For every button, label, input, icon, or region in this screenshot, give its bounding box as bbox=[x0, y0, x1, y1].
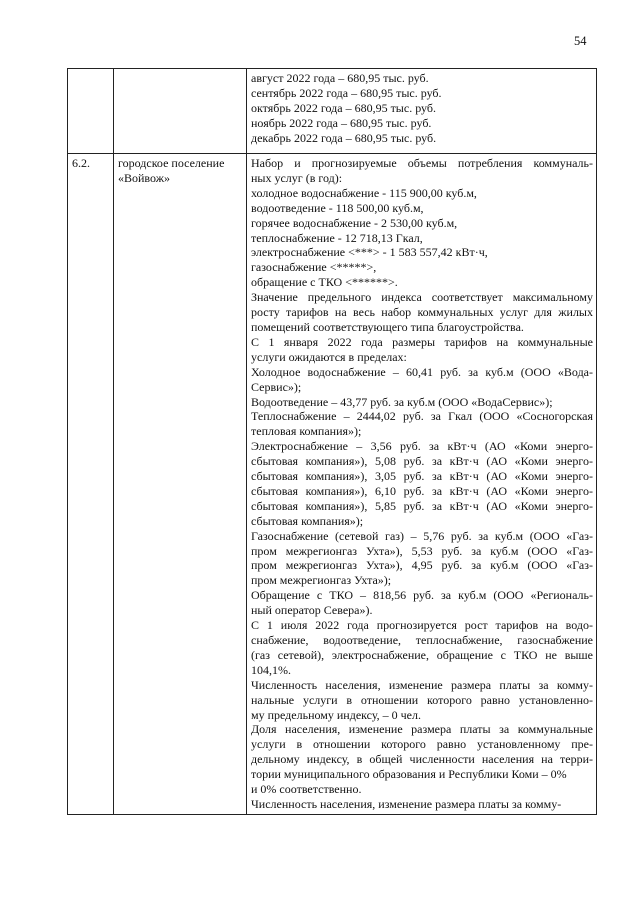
details-cell bbox=[247, 154, 597, 815]
text-line: услуги в отношении которого равно установленному пре- bbox=[251, 737, 593, 752]
text-line: сбытовая компания»), 5,08 руб. за кВт·ч (АО «Коми энерго- bbox=[251, 454, 593, 469]
text-line: август 2022 года – 680,95 тыс. руб. bbox=[251, 71, 429, 85]
text-line: октябрь 2022 года – 680,95 тыс. руб. bbox=[251, 100, 436, 115]
text-line: услуги ожидаются в пределах: bbox=[251, 349, 407, 364]
text-line: тепловая компания»); bbox=[251, 424, 362, 439]
text-line: Сервис»); bbox=[251, 379, 302, 394]
text-line: му предельному индексу, – 0 чел. bbox=[251, 707, 421, 722]
row-number-cell bbox=[68, 69, 114, 154]
text-line: Численность населения, изменение размера платы за комму- bbox=[251, 677, 593, 692]
text-line: Электроснабжение – 3,56 руб. за кВт·ч (АО «Коми энерго- bbox=[251, 439, 593, 454]
text-line: сентябрь 2022 года – 680,95 тыс. руб. bbox=[251, 85, 442, 100]
table-row-voyvozh bbox=[68, 154, 597, 815]
municipality-name-line: городское поселение bbox=[118, 156, 225, 170]
text-line: сбытовая компания»), 6,10 руб. за кВт·ч (АО «Коми энерго- bbox=[251, 483, 593, 498]
text-line: 104,1%. bbox=[251, 662, 291, 677]
text-line: нальные услуги в отношении которого равно установленно- bbox=[251, 692, 593, 707]
row-number-cell: 6.2. bbox=[68, 154, 114, 815]
text-line: обращение с ТКО <******>. bbox=[251, 275, 398, 290]
text-line: тории муниципального образования и Республики Коми – 0% bbox=[251, 767, 567, 782]
page-number: 54 bbox=[574, 34, 587, 48]
municipality-cell bbox=[114, 69, 247, 154]
text-line: горячее водоснабжение - 2 530,00 куб.м, bbox=[251, 215, 458, 230]
text-line: пром межрегионгаз Ухта»); bbox=[251, 573, 392, 588]
text-line: холодное водоснабжение - 115 900,00 куб.м, bbox=[251, 185, 477, 200]
text-line: пром межрегионгаз Ухта»), 5,53 руб. за куб.м (ООО «Газ- bbox=[251, 543, 593, 558]
text-line: водоотведение - 118 500,00 куб.м, bbox=[251, 200, 424, 215]
text-line: С 1 января 2022 года размеры тарифов на коммунальные bbox=[251, 334, 593, 349]
text-line: снабжение, водоотведение, теплоснабжение, газоснабжение bbox=[251, 633, 593, 647]
text-line: сбытовая компания»), 3,05 руб. за кВт·ч (АО «Коми энерго- bbox=[251, 469, 593, 484]
municipality-name-line: «Войвож» bbox=[118, 170, 171, 185]
text-line: (газ сетевой), электроснабжение, обращение с ТКО не выше bbox=[251, 647, 593, 662]
text-line: газоснабжение <*****>, bbox=[251, 260, 377, 275]
municipality-cell bbox=[114, 154, 247, 815]
text-line: Обращение с ТКО – 818,56 руб. за куб.м (ООО «Региональ- bbox=[251, 588, 593, 603]
text-line: Газоснабжение (сетевой газ) – 5,76 руб. за куб.м (ООО «Газ- bbox=[251, 528, 593, 543]
text-line: Значение предельного индекса соответствует максимальному bbox=[251, 290, 593, 305]
text-line: Набор и прогнозируемые объемы потребления коммуналь- bbox=[251, 156, 593, 170]
text-line: Численность населения, изменение размера платы за комму- bbox=[251, 796, 562, 811]
text-line: Холодное водоснабжение – 60,41 руб. за куб.м (ООО «Вода- bbox=[251, 364, 593, 379]
text-line: ных услуг (в год): bbox=[251, 170, 343, 185]
tariff-table bbox=[67, 68, 597, 815]
details-cell bbox=[247, 69, 597, 154]
text-line: пром межрегионгаз Ухта»), 4,95 руб. за куб.м (ООО «Газ- bbox=[251, 558, 593, 573]
text-line: помещений соответствующего типа благоустройства. bbox=[251, 319, 524, 334]
text-line: декабрь 2022 года – 680,95 тыс. руб. bbox=[251, 130, 437, 145]
text-line: С 1 июля 2022 года прогнозируется рост тарифов на водо- bbox=[251, 618, 593, 633]
text-line: Доля населения, изменение размера платы за коммунальные bbox=[251, 722, 593, 737]
text-line: Водоотведение – 43,77 руб. за куб.м (ООО «ВодаСервис»); bbox=[251, 394, 553, 409]
text-line: электроснабжение <***> - 1 583 557,42 кВт·ч, bbox=[251, 245, 488, 260]
text-line: и 0% соответственно. bbox=[251, 782, 362, 797]
table-row-continuation bbox=[68, 69, 597, 154]
text-line: Теплоснабжение – 2444,02 руб. за Гкал (ООО «Сосногорская bbox=[251, 409, 593, 424]
text-line: дельному индексу, в общей численности населения на терри- bbox=[251, 752, 593, 767]
text-line: сбытовая компания»); bbox=[251, 513, 364, 528]
text-line: ный оператор Севера»). bbox=[251, 603, 373, 618]
text-line: росту тарифов на весь набор коммунальных услуг для жилых bbox=[251, 305, 593, 320]
text-line: ноябрь 2022 года – 680,95 тыс. руб. bbox=[251, 115, 432, 130]
text-line: теплоснабжение - 12 718,13 Гкал, bbox=[251, 230, 423, 245]
text-line: сбытовая компания»), 5,85 руб. за кВт·ч (АО «Коми энерго- bbox=[251, 498, 593, 513]
